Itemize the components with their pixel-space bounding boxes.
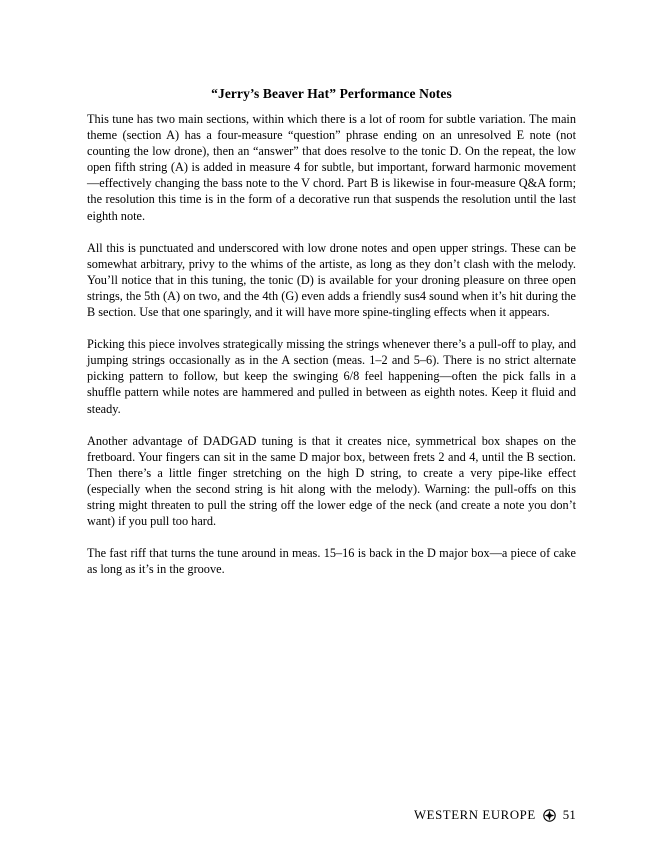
paragraph: Picking this piece involves strategically missing the strings whenever there’s a pull-off to play, and jumping strings occasionally as in the A section (meas. 1–2 and 5–6). There is no strict alternate picking pattern to follow, but keep the swinging 6/8 feel happening—often the pick falls in a shuffle pattern while notes are hammered and pulled in between as eighth notes. Keep it fluid and steady. — [87, 337, 576, 416]
footer-region-label: WESTERN EUROPE — [414, 808, 536, 822]
page-footer — [414, 808, 576, 823]
paragraph: All this is punctuated and underscored with low drone notes and open upper strings. These can be somewhat arbitrary, privy to the whims of the artiste, as long as they don’t clash with the melody. You’ll notice that in this tuning, the tonic (D) is available for your droning pleasure on three open strings, the 5th (A) on two, and the 4th (G) even adds a friendly sus4 sound when it’s hit during the B section. Use that one sparingly, and it will have more spine-tingling effects when it appears. — [87, 240, 576, 320]
performance-notes-section — [87, 86, 576, 593]
paragraph: The fast riff that turns the tune around in meas. 15–16 is back in the D major box—a piece of cake as long as it’s in the groove. — [87, 546, 576, 577]
paragraph: This tune has two main sections, within which there is a lot of room for subtle variation. The main theme (section A) has a four-measure “question” phrase ending on an unresolved E note (not counting the low drone), then an “answer” that does resolve to the tonic D. On the repeat, the low open fifth string (A) is added in measure 4 for subtle, but important, forward harmonic movement—effectively changing the bass note to the V chord. Part B is likewise in four-measure Q&A form; the resolution this time is in the form of a decorative run that suspends the resolution until the last eighth note. — [87, 112, 576, 223]
compass-diamond-icon — [543, 809, 556, 822]
page-title: “Jerry’s Beaver Hat” Performance Notes — [211, 86, 452, 101]
footer-page-number: 51 — [562, 808, 576, 822]
paragraph: Another advantage of DADGAD tuning is that it creates nice, symmetrical box shapes on the fretboard. Your fingers can sit in the same D major box, between frets 2 and 4, until the B section. Then there’s a little finger stretching on the high D string, to create a very pipe-like effect (especially when the second string is hit along with the melody). Warning: the pull-offs on this string might threaten to pull the string off the lower edge of the neck (and create a note you don’t want) if you pull too hard. — [87, 433, 576, 529]
